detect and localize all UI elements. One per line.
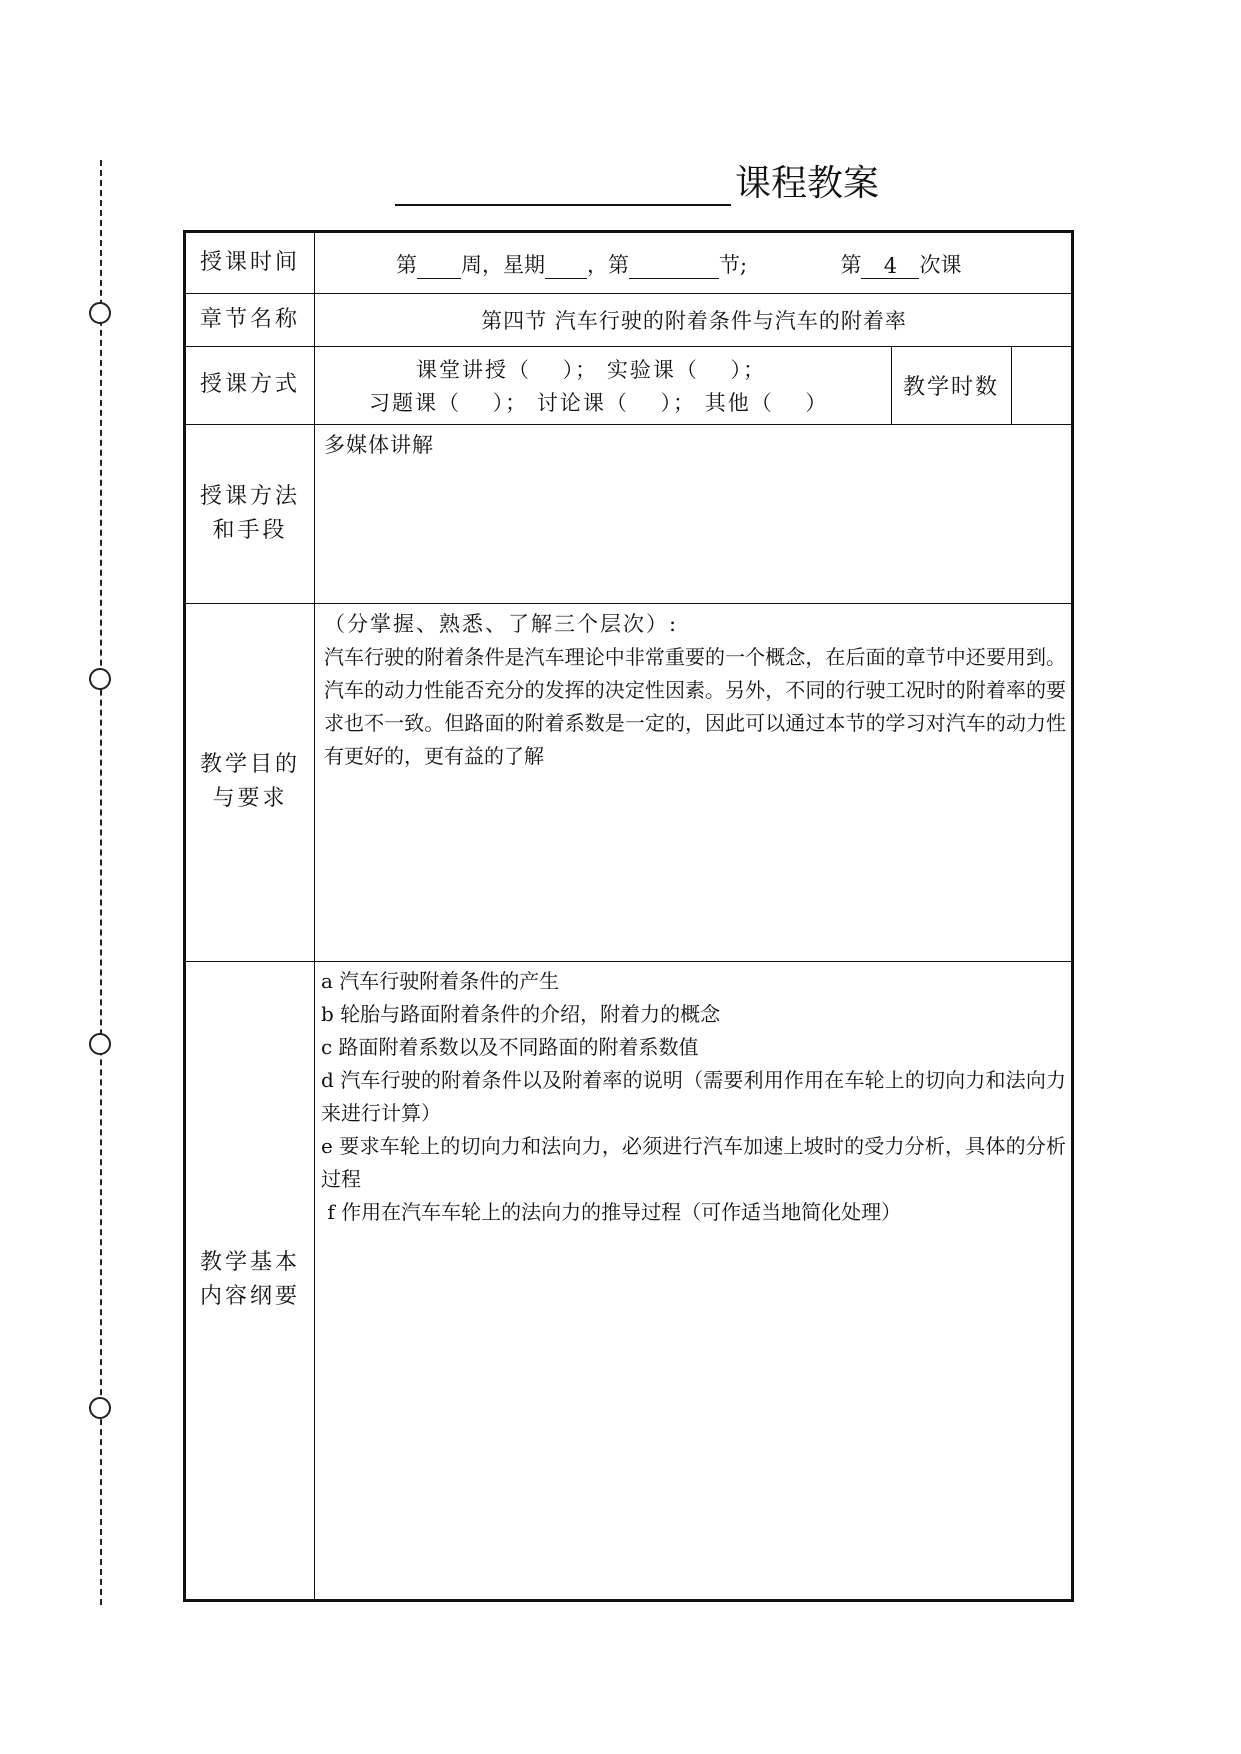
goal-body: 汽车行驶的附着条件是汽车理论中非常重要的一个概念，在后面的章节中还要用到。汽车的动力性能否充分的发挥的决定性因素。另外，不同的行驶工况时的附着率的要求也不一致。但路面的附着系数是一定的，因此可以通过本节的学习对汽车的动力性有更好的，更有益的了解: [324, 645, 1066, 768]
binding-dashed-line: [100, 160, 102, 1605]
label-content-line1: 教学基本: [199, 1250, 300, 1275]
label-mode: 授课方式: [199, 372, 300, 397]
label-goal-line1: 教学目的: [199, 752, 300, 777]
list-item: e 要求车轮上的切向力和法向力，必须进行汽车加速上坡时的受力分析，具体的分析过程: [321, 1134, 1066, 1191]
content-outline: [321, 965, 1066, 1229]
lesson-number: 4: [861, 254, 919, 279]
period-blank: [629, 254, 719, 279]
punch-hole-icon: [89, 1397, 111, 1419]
time-week-label: 周，星期: [461, 253, 545, 277]
method-value: 多媒体讲解: [324, 433, 434, 457]
goal-text: [324, 608, 1066, 773]
time-period-label: 节;: [719, 253, 748, 277]
title-text: 课程教案: [735, 163, 880, 204]
mode-line2: 习题课（ ）； 讨论课（ ）； 其他（ ）: [369, 391, 829, 415]
label-goal-line2: 与要求: [212, 786, 288, 811]
hours-label: 教学时数: [902, 374, 999, 400]
time-lesson-label: 次课: [919, 253, 962, 277]
chapter-value: 第四节 汽车行驶的附着条件与汽车的附着率: [481, 308, 907, 333]
mode-line1: 课堂讲授（ ）； 实验课（ ）；: [416, 358, 767, 382]
list-item: a 汽车行驶附着条件的产生: [321, 969, 560, 993]
time-sep: ，第: [587, 253, 629, 277]
list-item: d 汽车行驶的附着条件以及附着率的说明（需要利用作用在车轮上的切向力和法向力来进行计算）: [321, 1068, 1066, 1125]
time-di2: 第: [840, 253, 862, 277]
list-item: f 作用在汽车车轮上的法向力的推导过程（可作适当地简化处理）: [321, 1200, 902, 1224]
weekday-blank: [545, 254, 587, 279]
label-content-line2: 内容纲要: [199, 1284, 300, 1309]
label-goal: [186, 603, 314, 961]
label-time: 授课时间: [199, 250, 300, 275]
punch-hole-icon: [89, 668, 111, 690]
punch-hole-icon: [89, 1033, 111, 1055]
page-title: [395, 158, 879, 206]
label-content: [186, 961, 314, 1599]
lesson-plan-table: [183, 230, 1074, 1602]
time-value: [396, 249, 961, 279]
course-name-blank: [395, 162, 731, 206]
list-item: c 路面附着系数以及不同路面的附着系数值: [321, 1035, 699, 1059]
goal-heading: （分掌握、熟悉、了解三个层次）:: [324, 612, 679, 636]
punch-hole-icon: [89, 302, 111, 324]
label-method-line2: 和手段: [212, 517, 288, 543]
week-blank: [417, 254, 461, 279]
hours-value: [1012, 346, 1072, 424]
list-item: b 轮胎与路面附着条件的介绍，附着力的概念: [321, 1002, 721, 1026]
label-method: [186, 424, 314, 603]
time-di: 第: [396, 253, 417, 277]
label-chapter: 章节名称: [199, 306, 300, 332]
label-method-line1: 授课方法: [199, 483, 300, 509]
